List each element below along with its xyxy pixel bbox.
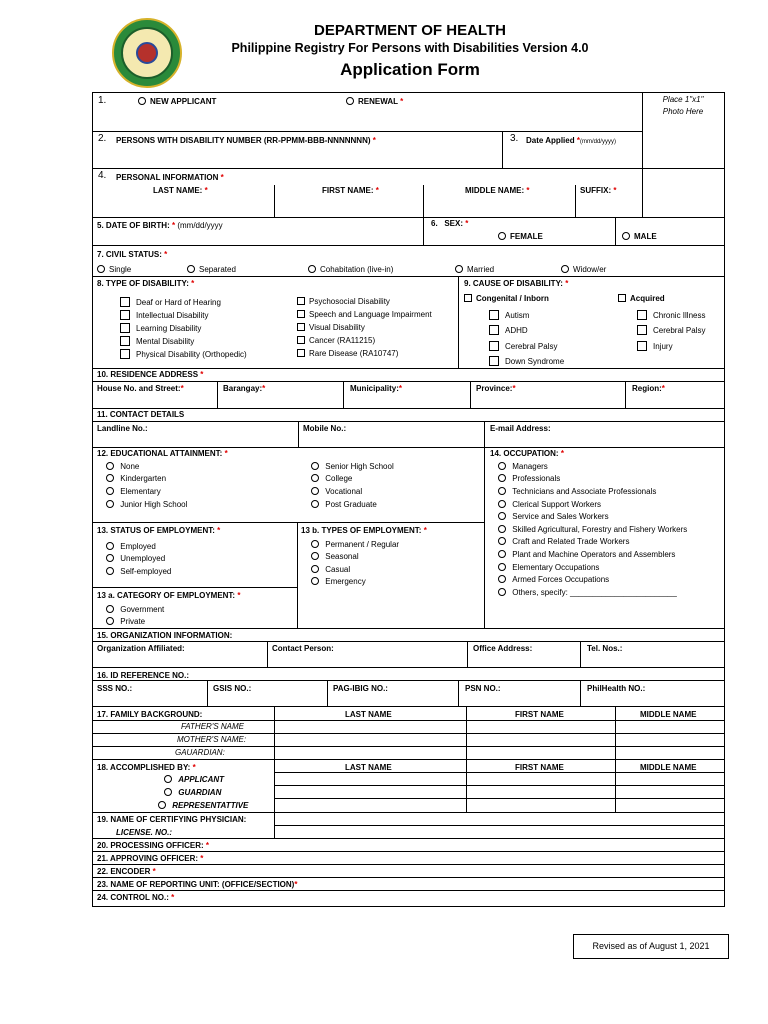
disability-intellectual[interactable]: Intellectual Disability [120, 310, 208, 321]
psn-label: PSN NO.: [465, 684, 501, 693]
occupation-elementary[interactable]: Elementary Occupations [498, 563, 599, 573]
occupation-armed-forces[interactable]: Armed Forces Occupations [498, 575, 609, 585]
grid-line [724, 92, 725, 906]
tel-nos-label: Tel. Nos.: [587, 644, 623, 653]
contact-details-label: 11. CONTACT DETAILS [97, 410, 185, 419]
landline-label: Landline No.: [97, 424, 148, 433]
photo-line-2: Photo Here [662, 107, 704, 116]
disability-psychosocial[interactable]: Psychosocial Disability [297, 297, 390, 307]
grid-line [92, 851, 725, 852]
father-name-label: FATHER'S NAME [181, 722, 245, 731]
photo-line-1: Place 1"x1" [662, 95, 704, 104]
types-employment-label: 13 b. TYPES OF EMPLOYMENT: * [301, 526, 427, 535]
occupation-others[interactable]: Others, specify: ________________________ [498, 588, 677, 598]
occupation-craft[interactable]: Craft and Related Trade Workers [498, 537, 629, 547]
approving-officer-label: 21. APPROVING OFFICER: * [97, 854, 204, 863]
type-of-disability-label: 8. TYPE OF DISABILITY: * [97, 279, 195, 288]
grid-line [580, 641, 581, 667]
grid-line [92, 628, 725, 629]
grid-line [217, 381, 218, 408]
grid-line [343, 381, 344, 408]
s3-number: 3. [510, 133, 519, 144]
grid-line [502, 131, 503, 168]
grid-line [207, 680, 208, 706]
first-name-label: FIRST NAME: * [322, 186, 379, 195]
disability-deaf[interactable]: Deaf or Hard of Hearing [120, 297, 221, 308]
civil-status-separated[interactable]: Separated [187, 265, 236, 275]
grid-line [458, 680, 459, 706]
edu-post-graduate[interactable]: Post Graduate [311, 500, 377, 510]
grid-line [458, 276, 459, 368]
grid-line [92, 245, 725, 246]
occupation-technicians[interactable]: Technicians and Associate Professionals [498, 487, 656, 497]
category-government[interactable]: Government [106, 605, 164, 615]
grid-line [92, 733, 725, 734]
disability-visual[interactable]: Visual Disability [297, 323, 365, 333]
accomplished-middle-name-header: MIDDLE NAME [640, 763, 697, 772]
grid-line [274, 785, 725, 786]
disability-physical[interactable]: Physical Disability (Orthopedic) [120, 349, 247, 360]
id-reference-label: 16. ID REFERENCE NO.: [97, 671, 190, 680]
grid-line [92, 447, 725, 448]
status-employment-label: 13. STATUS OF EMPLOYMENT: * [97, 526, 221, 535]
grid-line [92, 368, 725, 369]
s2-number: 2. [98, 133, 107, 144]
occupation-service-sales[interactable]: Service and Sales Workers [498, 512, 609, 522]
sex-male-option[interactable]: MALE [622, 232, 657, 242]
edu-senior-high[interactable]: Senior High School [311, 462, 394, 472]
edu-none[interactable]: None [106, 462, 139, 472]
grid-line [92, 92, 725, 93]
grid-line [92, 746, 725, 747]
employment-self-employed[interactable]: Self-employed [106, 567, 171, 577]
registry-subtitle: Philippine Registry For Persons with Disabilities Version 4.0 [231, 41, 589, 55]
disability-learning[interactable]: Learning Disability [120, 323, 201, 334]
family-last-name-header: LAST NAME [345, 710, 392, 719]
edu-elementary[interactable]: Elementary [106, 487, 161, 497]
s4-number: 4. [98, 170, 107, 181]
grid-line [484, 421, 485, 447]
grid-line [92, 812, 725, 813]
civil-status-label: 7. CIVIL STATUS: * [97, 250, 168, 259]
license-no-label: LICENSE. NO.: [116, 828, 173, 837]
grid-line [625, 381, 626, 408]
disability-speech[interactable]: Speech and Language Impairment [297, 310, 432, 320]
accomplished-last-name-header: LAST NAME [345, 763, 392, 772]
grid-line [92, 168, 725, 169]
civil-status-single[interactable]: Single [97, 265, 131, 275]
office-address-label: Office Address: [473, 644, 533, 653]
family-middle-name-header: MIDDLE NAME [640, 710, 697, 719]
grid-line [274, 798, 725, 799]
accomplished-representative[interactable]: REPRESENTATTIVE [158, 801, 248, 811]
disability-cancer[interactable]: Cancer (RA11215) [297, 336, 375, 346]
cause-adhd[interactable]: ADHD [489, 325, 528, 336]
edu-college[interactable]: College [311, 474, 352, 484]
region-label: Region:* [632, 384, 665, 393]
province-label: Province:* [476, 384, 516, 393]
grid-line [467, 641, 468, 667]
s1-number: 1. [98, 95, 107, 106]
cause-acquired-cerebral-palsy[interactable]: Cerebral Palsy [637, 325, 705, 336]
grid-line [297, 522, 298, 628]
pagibig-label: PAG-IBIG NO.: [333, 684, 388, 693]
control-no-label: 24. CONTROL NO.: * [97, 893, 175, 902]
email-label: E-mail Address: [490, 424, 551, 433]
new-applicant-option[interactable]: NEW APPLICANT [138, 97, 216, 107]
sss-label: SSS NO.: [97, 684, 133, 693]
grid-line [92, 131, 643, 132]
grid-line [92, 522, 485, 523]
sex-female-option[interactable]: FEMALE [498, 232, 543, 242]
barangay-label: Barangay:* [223, 384, 266, 393]
grid-line [92, 92, 93, 906]
grid-line [92, 667, 725, 668]
form-title: Application Form [340, 60, 480, 79]
cause-acquired[interactable]: Acquired [618, 294, 665, 304]
grid-line [92, 641, 725, 642]
type-seasonal[interactable]: Seasonal [311, 552, 359, 562]
house-street-label: House No. and Street:* [97, 384, 184, 393]
grid-line [92, 838, 725, 839]
gsis-label: GSIS NO.: [213, 684, 252, 693]
family-background-label: 17. FAMILY BACKGROUND: [97, 710, 203, 719]
grid-line [92, 864, 725, 865]
civil-status-cohabitation[interactable]: Cohabitation (live-in) [308, 265, 393, 275]
revised-date: Revised as of August 1, 2021 [573, 934, 729, 959]
grid-line [274, 825, 725, 826]
occupation-label: 14. OCCUPATION: * [490, 449, 564, 458]
category-employment-label: 13 a. CATEGORY OF EMPLOYMENT: * [97, 591, 241, 600]
certifying-physician-label: 19. NAME OF CERTIFYING PHYSICIAN: [97, 815, 247, 824]
department-title: DEPARTMENT OF HEALTH [314, 22, 506, 39]
grid-line [92, 381, 725, 382]
mobile-label: Mobile No.: [303, 424, 347, 433]
encoder-label: 22. ENCODER * [97, 867, 156, 876]
family-first-name-header: FIRST NAME [515, 710, 564, 719]
reporting-unit-label: 23. NAME OF REPORTING UNIT: (OFFICE/SECTION)* [97, 880, 298, 889]
date-of-birth-label: 5. DATE OF BIRTH: * (mm/dd/yyyy [97, 221, 223, 230]
grid-line [92, 890, 725, 891]
date-applied-label: Date Applied *(mm/dd/yyyy) [526, 136, 616, 145]
grid-line [267, 641, 268, 667]
grid-line [92, 706, 725, 707]
cause-cerebral-palsy[interactable]: Cerebral Palsy [489, 341, 557, 352]
occupation-professionals[interactable]: Professionals [498, 474, 560, 484]
grid-line [92, 759, 725, 760]
cause-chronic-illness[interactable]: Chronic Illness [637, 310, 705, 321]
residence-address-label: 10. RESIDENCE ADDRESS * [97, 370, 204, 379]
mother-name-label: MOTHER'S NAME: [177, 735, 247, 744]
educational-attainment-label: 12. EDUCATIONAL ATTAINMENT: * [97, 449, 228, 458]
contact-person-label: Contact Person: [272, 644, 334, 653]
occupation-plant-machine[interactable]: Plant and Machine Operators and Assemblers [498, 550, 675, 560]
occupation-managers[interactable]: Managers [498, 462, 548, 472]
accomplished-guardian[interactable]: GUARDIAN [164, 788, 221, 798]
employment-unemployed[interactable]: Unemployed [106, 554, 165, 564]
disability-rare[interactable]: Rare Disease (RA10747) [297, 349, 398, 359]
type-emergency[interactable]: Emergency [311, 577, 366, 587]
grid-line [92, 421, 725, 422]
occupation-agricultural[interactable]: Skilled Agricultural, Forestry and Fishery Workers [498, 525, 687, 535]
pwd-number-label: PERSONS WITH DISABILITY NUMBER (RR-PPMM-BBB-NNNNNNN) * [116, 136, 376, 145]
grid-line [615, 217, 616, 245]
processing-officer-label: 20. PROCESSING OFFICER: * [97, 841, 210, 850]
grid-line [327, 680, 328, 706]
grid-line [92, 906, 725, 907]
cause-injury[interactable]: Injury [637, 341, 673, 352]
grid-line [92, 408, 725, 409]
disability-mental[interactable]: Mental Disability [120, 336, 194, 347]
grid-line [92, 720, 725, 721]
type-casual[interactable]: Casual [311, 565, 350, 575]
edu-vocational[interactable]: Vocational [311, 487, 362, 497]
last-name-label: LAST NAME: * [153, 186, 208, 195]
accomplished-applicant[interactable]: APPLICANT [164, 775, 224, 785]
municipality-label: Municipality:* [350, 384, 403, 393]
sex-label: 6. SEX: * [431, 219, 469, 228]
occupation-clerical[interactable]: Clerical Support Workers [498, 500, 601, 510]
grid-line [298, 421, 299, 447]
guardian-name-label: GAUARDIAN: [175, 748, 225, 757]
org-affiliated-label: Organization Affiliated: [97, 644, 185, 653]
grid-line [92, 587, 298, 588]
grid-line [580, 680, 581, 706]
edu-junior-high[interactable]: Junior High School [106, 500, 187, 510]
employment-employed[interactable]: Employed [106, 542, 156, 552]
grid-line [92, 276, 725, 277]
grid-line [92, 217, 725, 218]
cause-of-disability-label: 9. CAUSE OF DISABILITY: * [464, 279, 569, 288]
organization-info-label: 15. ORGANIZATION INFORMATION: [97, 631, 233, 640]
civil-status-married[interactable]: Married [455, 265, 494, 275]
grid-line [423, 217, 424, 245]
grid-line [470, 381, 471, 408]
personal-info-label: PERSONAL INFORMATION * [116, 173, 224, 182]
edu-kindergarten[interactable]: Kindergarten [106, 474, 166, 484]
category-private[interactable]: Private [106, 617, 145, 627]
cause-autism[interactable]: Autism [489, 310, 529, 321]
cause-congenital[interactable]: Congenital / Inborn [464, 294, 549, 304]
suffix-label: SUFFIX: * [580, 186, 617, 195]
grid-line [484, 447, 485, 628]
cause-down-syndrome[interactable]: Down Syndrome [489, 356, 564, 367]
civil-status-widow[interactable]: Widow/er [561, 265, 606, 275]
middle-name-label: MIDDLE NAME: * [465, 186, 530, 195]
philhealth-label: PhilHealth NO.: [587, 684, 646, 693]
grid-line [92, 877, 725, 878]
renewal-option[interactable]: RENEWAL * [346, 97, 403, 107]
accomplished-first-name-header: FIRST NAME [515, 763, 564, 772]
accomplished-by-label: 18. ACCOMPLISHED BY: * [97, 763, 196, 772]
grid-line [575, 185, 576, 217]
grid-line [274, 185, 275, 217]
type-permanent[interactable]: Permanent / Regular [311, 540, 399, 550]
grid-line [423, 185, 424, 217]
